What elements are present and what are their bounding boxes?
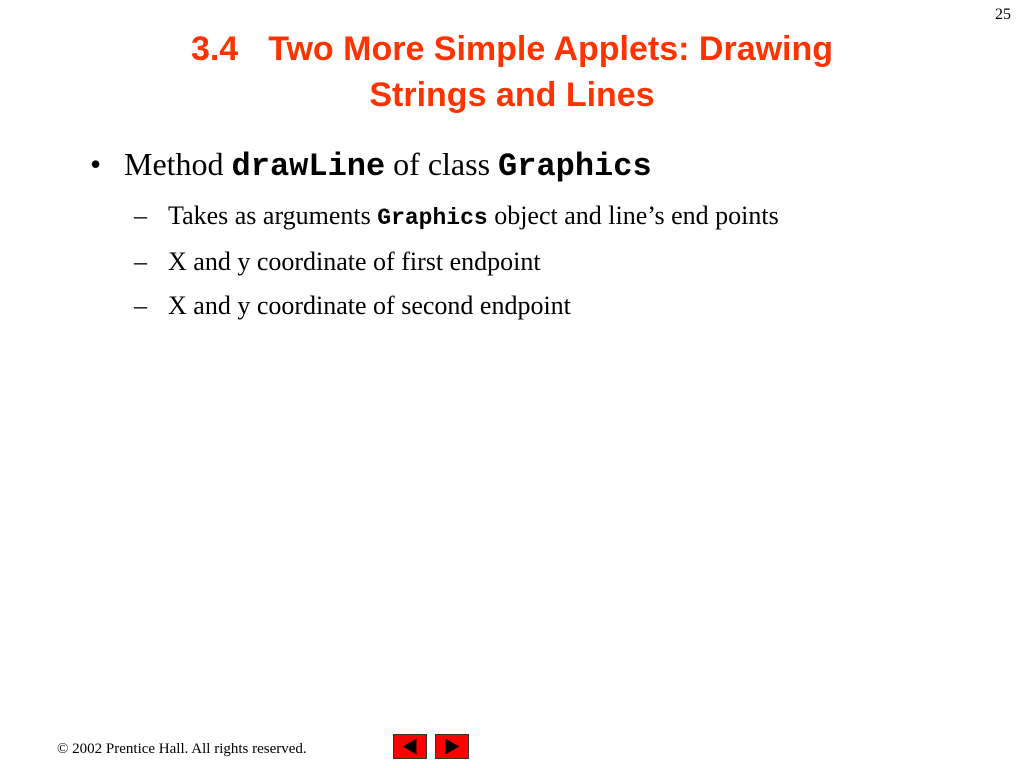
- subbullet-1-text-before: Takes as arguments: [168, 201, 378, 230]
- subbullet-item-3: [134, 289, 970, 323]
- section-number: 3.4: [190, 30, 239, 68]
- bullet-item: [90, 142, 970, 189]
- subbullet-2-text: X and y coordinate of first endpoint: [168, 247, 541, 276]
- previous-slide-button[interactable]: [393, 734, 427, 759]
- copyright-footer: [57, 741, 307, 758]
- next-slide-button[interactable]: [435, 734, 469, 759]
- bullet-dot: •: [90, 146, 102, 182]
- subbullet-dash: –: [134, 247, 147, 276]
- code-graphics: Graphics: [498, 148, 652, 185]
- subbullet-1-text-after: object and line’s end points: [487, 201, 779, 230]
- slide-title: [60, 26, 964, 118]
- subbullet-item-1: [134, 199, 970, 235]
- bullet-text-middle: of class: [385, 146, 499, 182]
- title-line-1: Two More Simple Applets: Drawing: [268, 30, 834, 68]
- code-graphics-arg: Graphics: [377, 205, 488, 231]
- slide-content: [90, 142, 970, 323]
- right-arrow-icon: [436, 735, 468, 758]
- subbullet-3-text: X and y coordinate of second endpoint: [168, 291, 571, 320]
- subbullet-item-2: [134, 245, 970, 279]
- left-arrow-icon: [394, 735, 426, 758]
- title-line-2: Strings and Lines: [369, 76, 655, 114]
- subbullet-dash: –: [134, 291, 147, 320]
- subbullet-dash: –: [134, 201, 147, 230]
- copyright-symbol: ©: [57, 741, 69, 757]
- bullet-text-before: Method: [124, 146, 232, 182]
- copyright-text: 2002 Prentice Hall. All rights reserved.: [68, 741, 307, 757]
- code-drawline: drawLine: [231, 148, 386, 185]
- page-number: 25: [995, 6, 1011, 23]
